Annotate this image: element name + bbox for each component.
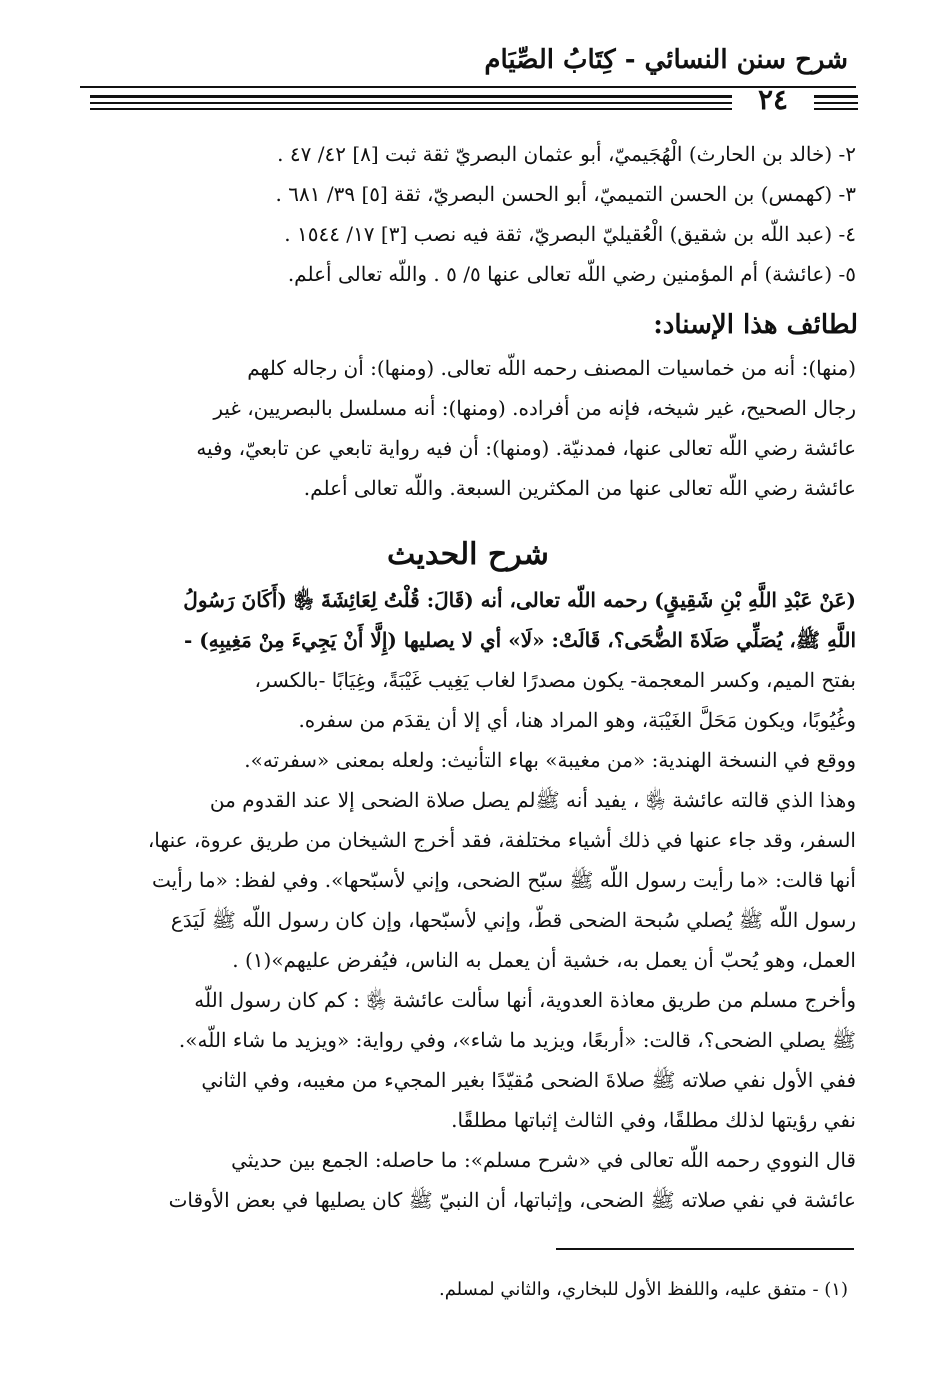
text-line: وأخرج مسلم من طريق معاذة العدوية، أنها سألت عائشة ﵂ : كم كان رسول اللّه [194, 988, 856, 1012]
text-line: عائشة في نفي صلاته ﷺ الضحى، وإثباتها، أن النبيّ ﷺ كان يصليها في بعض الأوقات [168, 1188, 856, 1212]
text-line: وهذا الذي قالته عائشة ﵂ ، يفيد أنه ﷺلم يصل صلاة الضحى إلا عند القدوم من [209, 788, 856, 812]
text-line: (عَنْ عَبْدِ اللَّهِ بْنِ شَقِيقٍ) رحمه اللّه تعالى، أنه (قَالَ: قُلْتُ لِعَائِشَةَ ﵂ (أَكَانَ رَسُولُ [183, 588, 856, 612]
text-line: ففي الأول نفي صلاته ﷺ صلاةَ الضحى مُقيّدًا بغير المجيء من مغيبه، وفي الثاني [201, 1068, 856, 1092]
section-heading-lataif: لطائف هذا الإسناد: [653, 310, 858, 340]
page-number: ٢٤ [757, 83, 789, 116]
text-line: (منها): أنه من خماسيات المصنف رحمه اللّه تعالى. (ومنها): أن رجاله كلهم [247, 356, 856, 380]
page-number-rule-right [814, 95, 858, 98]
page-number-rule-left [90, 95, 732, 98]
text-line: نفي رؤيتها لذلك مطلقًا، وفي الثالث إثباتها مطلقًا. [451, 1108, 856, 1132]
text-line: رسول اللّه ﷺ يُصلي سُبحة الضحى قطّ، وإني لأسبّحها، وإن كان رسول اللّه ﷺ لَيَدَع [170, 908, 856, 932]
text-line: اللَّهِ ﷺ، يُصَلِّي صَلَاةَ الضُّحَى؟، قَالَتْ: «لَا» أي لا يصليها (إِلَّا أَنْ يَجِيءَ مِنْ مَغِيبِهِ) - [183, 628, 856, 652]
text-line: ﷺ يصلي الضحى؟، قالت: «أربعًا، ويزيد ما شاء»، وفي رواية: «ويزيد ما شاء اللّه». [178, 1028, 856, 1052]
text-line: قال النووي رحمه اللّه تعالى في «شرح مسلم»: ما حاصله: الجمع بين حديثي [231, 1148, 856, 1172]
narrator-entry: ٣- (كهمس) بن الحسن التميميّ، أبو الحسن البصريّ، ثقة [٥] ٣٩/ ٦٨١ . [275, 182, 856, 206]
narrator-entry: ٥- (عائشة) أم المؤمنين رضي اللّه تعالى عنها ٥/ ٥ . واللّه تعالى أعلم. [287, 262, 856, 286]
text-line: بفتح الميم، وكسر المعجمة- يكون مصدرًا لغاب يَغِيب غَيْبَةً، وغِيَابًا -بالكسر، [254, 668, 856, 692]
lataif-paragraph [78, 348, 856, 508]
text-line: وغُيُوبًا، ويكون مَحَلَّ الغَيْبَة، وهو المراد هنا، أي إلا أن يقدَم من سفره. [298, 708, 856, 732]
page-number-rule-right [814, 102, 858, 104]
text-line: ووقع في النسخة الهندية: «من مغيبة» بهاء التأنيث: ولعله بمعنى «سفرته». [244, 748, 856, 772]
sharh-body [78, 580, 856, 1220]
page-number-rule-left [90, 102, 732, 104]
page-number-rule-left [90, 108, 732, 110]
text-line: عائشة رضي اللّه تعالى عنها، فمدنيّة. (ومنها): أن فيه رواية تابعي عن تابعيّ، وفيه [196, 436, 856, 460]
section-heading-sharh: شرح الحديث [387, 537, 549, 572]
text-line: رجال الصحيح، غير شيخه، فإنه من أفراده. (ومنها): أنه مسلسل بالبصريين، غير [213, 396, 856, 420]
text-line: عائشة رضي اللّه تعالى عنها من المكثرين السبعة. واللّه تعالى أعلم. [303, 476, 856, 500]
text-line: العمل، وهو يُحبّ أن يعمل به، خشية أن يعمل به الناس، فيُفرض عليهم»(١) . [232, 948, 856, 972]
narrator-entry: ٤- (عبد اللّه بن شقيق) الْعُقيليّ البصريّ، ثقة فيه نصب [٣] ١٧/ ١٥٤٤ . [284, 222, 856, 246]
narrator-entry: ٢- (خالد بن الحارث) الْهُجَيميّ، أبو عثمان البصريّ ثقة ثبت [٨] ٤٢/ ٤٧ . [277, 142, 856, 166]
footnote-separator [556, 1248, 854, 1250]
narrator-list [78, 134, 856, 294]
text-line: السفر، وقد جاء عنها في ذلك أشياء مختلفة، فقد أخرج الشيخان من طريق عروة، عنها، [147, 828, 856, 852]
running-header-title: شرح سنن النسائي - كِتَابُ الصِّيَام [484, 45, 848, 75]
page-number-rule-right [814, 108, 858, 110]
footnote: (١) - متفق عليه، واللفظ الأول للبخاري، والثاني لمسلم. [438, 1279, 848, 1300]
text-line: أنها قالت: «ما رأيت رسول اللّه ﷺ سبّح الضحى، وإني لأسبّحها». وفي لفظ: «ما رأيت [152, 868, 856, 892]
